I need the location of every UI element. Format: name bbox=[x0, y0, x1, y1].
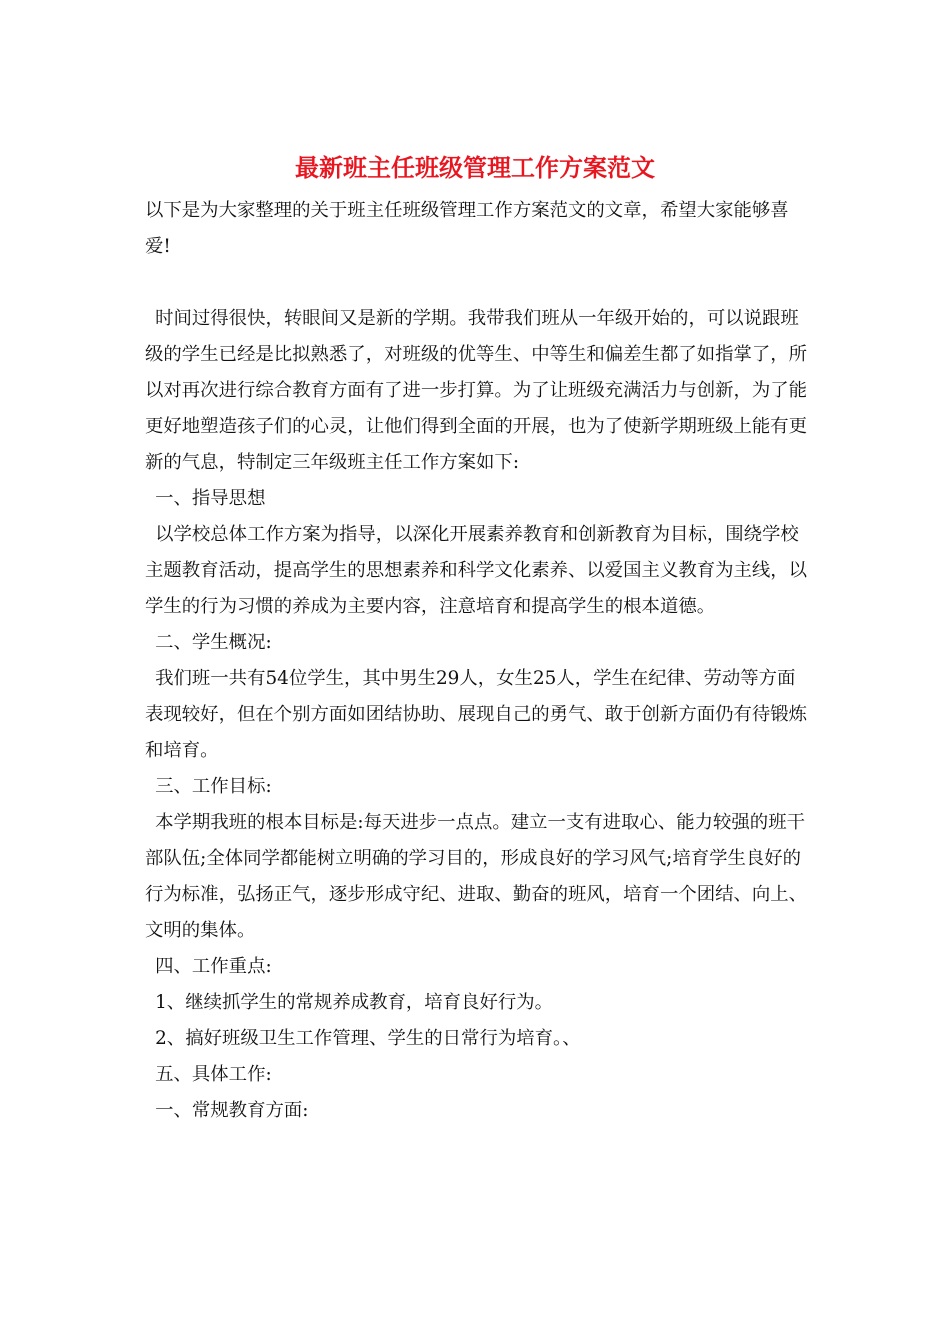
section-heading: 五、具体工作: bbox=[155, 1064, 272, 1085]
section-heading: 一、指导思想 bbox=[155, 488, 266, 509]
list-item: 1、继续抓学生的常规养成教育，培育良好行为。 bbox=[155, 992, 554, 1013]
body-paragraph: 我们班一共有54位学生，其中男生29人，女生25人，学生在纪律、劳动等方面表现较好，但在个别方面如团结协助、展现自己的勇气、敢于创新方面仍有待锻炼和培育。 bbox=[145, 668, 808, 761]
blank-line bbox=[145, 265, 810, 301]
body-paragraph: 以学校总体工作方案为指导，以深化开展素养教育和创新教育为目标，围绕学校主题教育活动，提高学生的思想素养和科学文化素养、以爱国主义教育为主线，以学生的行为习惯的养成为主要内容，注意培育和提高学生的根本道德。 bbox=[145, 524, 808, 617]
section-heading: 四、工作重点: bbox=[155, 956, 272, 977]
body-paragraph: 本学期我班的根本目标是:每天进步一点点。建立一支有进取心、能力较强的班干部队伍;全体同学都能树立明确的学习目的，形成良好的学习风气;培育学生良好的行为标准，弘扬正气，逐步形成守纪、进取、勤奋的班风，培育一个团结、向上、文明的集体。 bbox=[145, 812, 808, 941]
document-title: 最新班主任班级管理工作方案范文 bbox=[295, 153, 655, 182]
list-item: 2、搞好班级卫生工作管理、学生的日常行为培育。、 bbox=[155, 1028, 581, 1049]
document-body bbox=[145, 193, 810, 1129]
section-heading: 一、常规教育方面: bbox=[155, 1100, 309, 1121]
body-paragraph: 时间过得很快，转眼间又是新的学期。我带我们班从一年级开始的，可以说跟班级的学生已经是比拟熟悉了，对班级的优等生、中等生和偏差生都了如指掌了，所以对再次进行综合教育方面有了进一步打算。为了让班级充满活力与创新，为了能更好地塑造孩子们的心灵，让他们得到全面的开展，也为了使新学期班级上能有更新的气息，特制定三年级班主任工作方案如下: bbox=[145, 308, 808, 473]
intro-paragraph: 以下是为大家整理的关于班主任班级管理工作方案范文的文章，希望大家能够喜爱! bbox=[145, 200, 789, 257]
section-heading: 二、学生概况: bbox=[155, 632, 272, 653]
section-heading: 三、工作目标: bbox=[155, 776, 272, 797]
